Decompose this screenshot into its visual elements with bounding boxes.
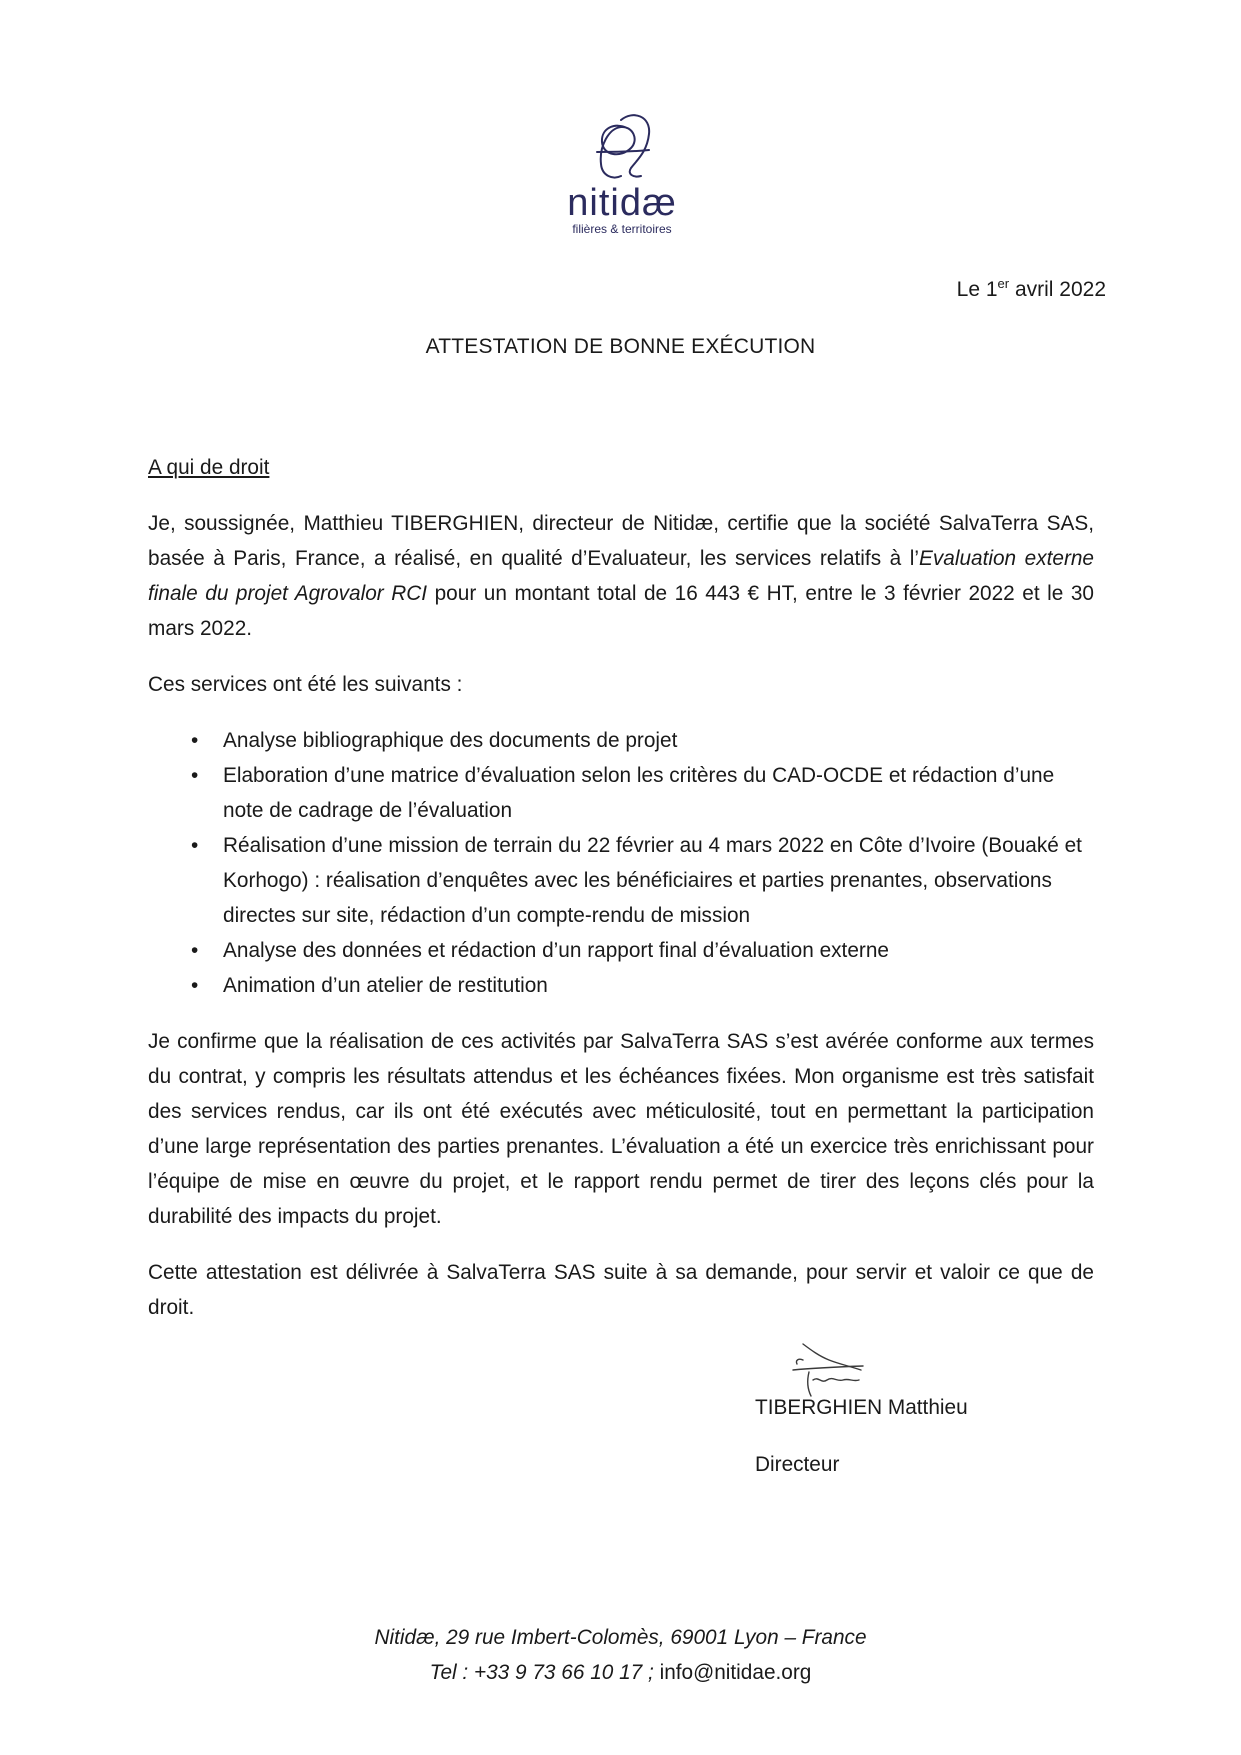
list-item (148, 758, 1094, 828)
handwritten-signature (783, 1340, 898, 1400)
logo-tagline: filières & territoires (572, 222, 672, 236)
footer-phone: Tel : +33 9 73 66 10 17 ; (429, 1661, 660, 1684)
footer-contact (0, 1655, 1241, 1690)
date-ordinal: er (997, 276, 1010, 291)
bullet-icon: • (191, 764, 199, 787)
certification-text-2: pour un montant total de 16 443 € HT, entre le 3 février 2022 et le 30 mars 2022. (148, 582, 1094, 640)
service-text: Réalisation d’une mission de terrain du 22 février au 4 mars 2022 en Côte d’Ivoire (Bouaké et Korhogo) : réalisation d’enquêtes avec les bénéficiaires et parties prenantes, observations directes sur site, rédaction d’un compte-rendu de mission (223, 834, 1082, 927)
footer-address: Nitidæ, 29 rue Imbert-Colomès, 69001 Lyon – France (374, 1626, 867, 1649)
salutation: A qui de droit (148, 456, 270, 479)
logo-wordmark: nitidæ (567, 182, 677, 224)
nitidae-logo (557, 106, 687, 246)
letter-footer (0, 1620, 1241, 1690)
bullet-icon: • (191, 834, 199, 857)
signatory-role: Directeur (755, 1453, 840, 1476)
service-text: Analyse bibliographique des documents de projet (223, 729, 678, 752)
list-item (148, 968, 1094, 1003)
date-prefix: Le 1 (956, 278, 998, 301)
list-item (148, 933, 1094, 968)
footer-email[interactable]: info@nitidae.org (659, 1661, 812, 1684)
confirmation-paragraph: Je confirme que la réalisation de ces activités par SalvaTerra SAS s’est avérée conforme aux termes du contrat, y compris les résultats attendus et les échéances fixées. Mon organisme est très satisfait des services rendus, car ils ont été exécutés avec méticulosité, tout en permettant la participation d’une large représentation des parties prenantes. L’évaluation a été un exercice très enrichissant pour l’équipe de mise en œuvre du projet, et le rapport rendu permet de tirer des leçons clés pour la durabilité des impacts du projet. (148, 1030, 1094, 1228)
signatory-name: TIBERGHIEN Matthieu (755, 1396, 968, 1419)
project-name: Evaluation externe finale du projet Agrovalor RCI (148, 547, 1095, 605)
letter-date (957, 278, 1106, 302)
services-list (148, 723, 1094, 1003)
list-item (148, 828, 1094, 933)
closing-paragraph: Cette attestation est délivrée à SalvaTerra SAS suite à sa demande, pour servir et valoir ce que de droit. (148, 1261, 1094, 1319)
document-title: ATTESTATION DE BONNE EXÉCUTION (425, 335, 816, 358)
bullet-icon: • (191, 974, 199, 997)
date-suffix: avril 2022 (1009, 278, 1106, 301)
service-text: Animation d’un atelier de restitution (223, 974, 548, 997)
bullet-icon: • (191, 939, 199, 962)
certification-paragraph (148, 506, 1094, 646)
bullet-icon: • (191, 729, 199, 752)
services-intro: Ces services ont été les suivants : (148, 673, 463, 696)
service-text: Elaboration d’une matrice d’évaluation selon les critères du CAD-OCDE et rédaction d’une note de cadrage de l’évaluation (223, 764, 1055, 822)
certification-text-1: Je, soussignée, Matthieu TIBERGHIEN, directeur de Nitidæ, certifie que la société SalvaTerra SAS, basée à Paris, France, a réalisé, en qualité d’Evaluateur, les services relatifs à l’ (148, 512, 1094, 570)
list-item (148, 723, 1094, 758)
logo-mark-icon (587, 106, 657, 182)
service-text: Analyse des données et rédaction d’un rapport final d’évaluation externe (223, 939, 889, 962)
letter-body (148, 450, 1094, 1346)
